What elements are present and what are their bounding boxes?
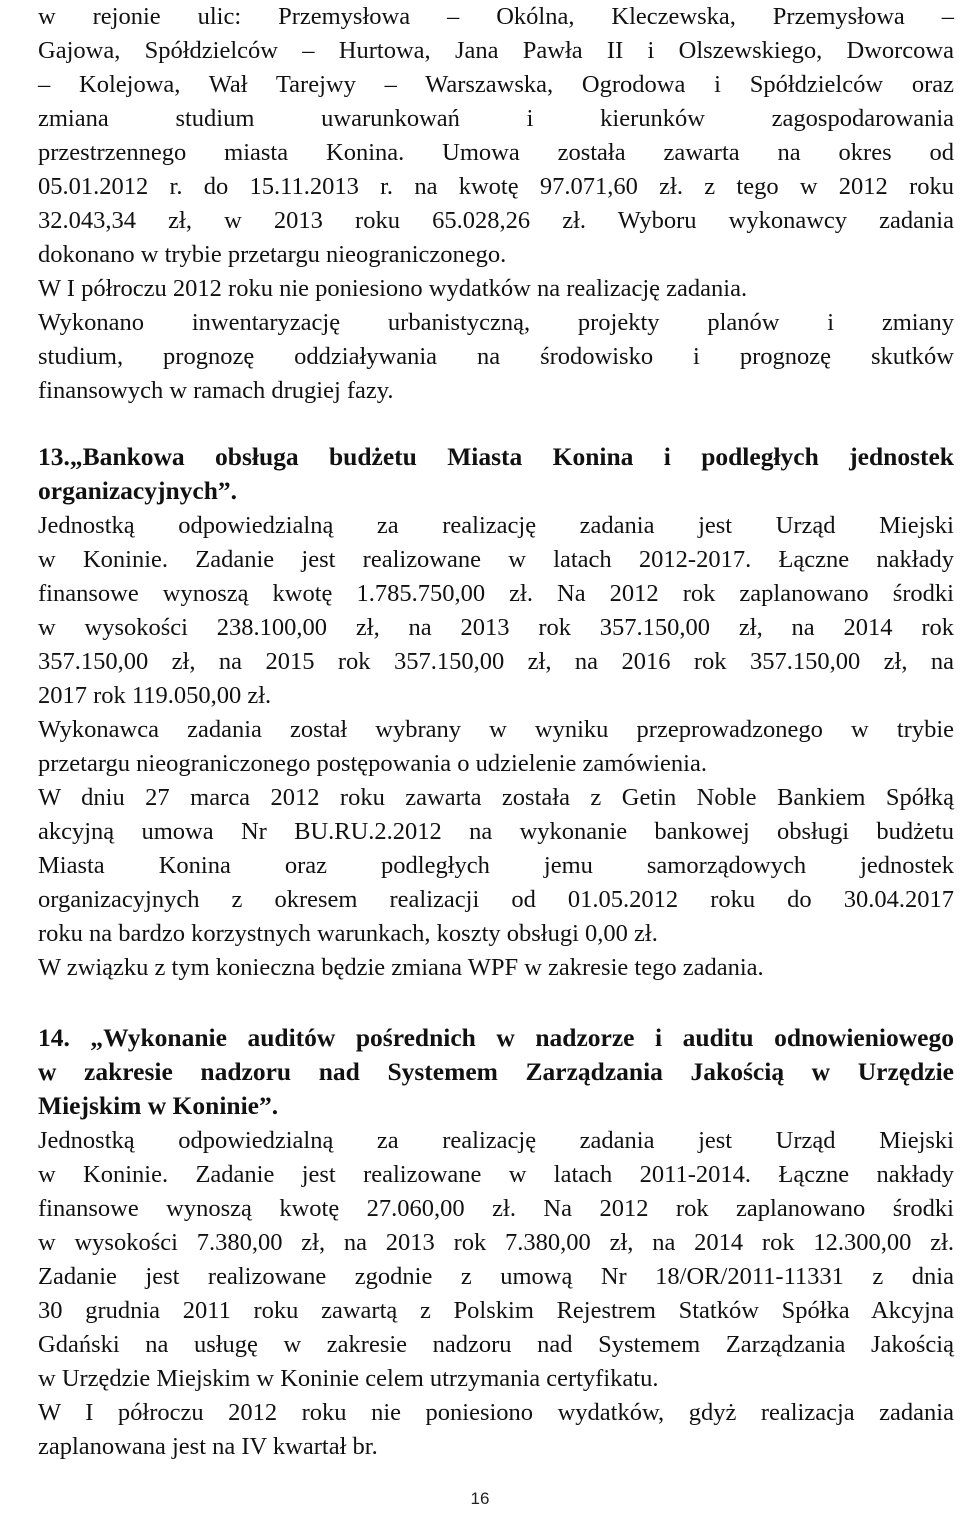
text-line: zmiana studium uwarunkowań i kierunków zagospodarowania [38, 105, 954, 132]
text-line: w rejonie ulic: Przemysłowa – Okólna, Kleczewska, Przemysłowa – [38, 3, 954, 30]
text-line: finansowych w ramach drugiej fazy. [38, 377, 394, 404]
text-line: akcyjną umowa Nr BU.RU.2.2012 na wykonanie bankowej obsługi budżetu [38, 818, 954, 845]
text-line: studium, prognozę oddziaływania na środowisko i prognozę skutków [38, 343, 954, 370]
page-number: 16 [470, 1489, 490, 1508]
text-line: organizacyjnych z okresem realizacji od 01.05.2012 roku do 30.04.2017 [38, 886, 954, 913]
text-line: roku na bardzo korzystnych warunkach, koszty obsługi 0,00 zł. [38, 920, 658, 947]
text-line: Jednostką odpowiedzialną za realizację zadania jest Urząd Miejski [38, 512, 954, 539]
text-line: Jednostką odpowiedzialną za realizację zadania jest Urząd Miejski [38, 1127, 954, 1154]
text-line: 357.150,00 zł, na 2015 rok 357.150,00 zł, na 2016 rok 357.150,00 zł, na [38, 648, 954, 675]
text-line: w wysokości 238.100,00 zł, na 2013 rok 357.150,00 zł, na 2014 rok [38, 614, 954, 641]
section-14-heading [38, 1021, 954, 1123]
text-line: 2017 rok 119.050,00 zł. [38, 682, 272, 709]
text-line: w Urzędzie Miejskim w Koninie celem utrzymania certyfikatu. [38, 1365, 659, 1392]
text-line: finansowe wynoszą kwotę 27.060,00 zł. Na 2012 rok zaplanowano środki [38, 1195, 954, 1222]
text-line: Gajowa, Spółdzielców – Hurtowa, Jana Pawła II i Olszewskiego, Dworcowa [38, 37, 954, 64]
text-line: w wysokości 7.380,00 zł, na 2013 rok 7.380,00 zł, na 2014 rok 12.300,00 zł. [38, 1229, 954, 1256]
heading-line: Miejskim w Koninie”. [38, 1091, 279, 1120]
text-line: zaplanowana jest na IV kwartał br. [38, 1433, 378, 1460]
heading-line: 14. „Wykonanie auditów pośrednich w nadzorze i auditu odnowieniowego [38, 1023, 954, 1052]
text-line: w Koninie. Zadanie jest realizowane w latach 2011-2014. Łączne nakłady [38, 1161, 954, 1188]
text-line: W I półroczu 2012 roku nie poniesiono wydatków na realizację zadania. [38, 275, 748, 302]
text-line: dokonano w trybie przetargu nieograniczonego. [38, 241, 507, 268]
text-line: W dniu 27 marca 2012 roku zawarta została z Getin Noble Bankiem Spółką [38, 784, 954, 811]
text-line: finansowe wynoszą kwotę 1.785.750,00 zł. Na 2012 rok zaplanowano środki [38, 580, 954, 607]
heading-line: organizacyjnych”. [38, 476, 238, 505]
section-13-body [38, 509, 954, 985]
text-line: Gdański na usługę w zakresie nadzoru nad Systemem Zarządzania Jakością [38, 1331, 954, 1358]
section-14-body [38, 1124, 954, 1464]
text-line: 30 grudnia 2011 roku zawartą z Polskim Rejestrem Statków Spółka Akcyjna [38, 1297, 954, 1324]
text-line: w Koninie. Zadanie jest realizowane w latach 2012-2017. Łączne nakłady [38, 546, 954, 573]
text-line: – Kolejowa, Wał Tarejwy – Warszawska, Ogrodowa i Spółdzielców oraz [38, 71, 954, 98]
text-line: 32.043,34 zł, w 2013 roku 65.028,26 zł. Wyboru wykonawcy zadania [38, 207, 954, 234]
section-13-heading [38, 440, 954, 508]
text-line: Zadanie jest realizowane zgodnie z umową Nr 18/OR/2011-11331 z dnia [38, 1263, 954, 1290]
text-line: przetargu nieograniczonego postępowania o udzielenie zamówienia. [38, 750, 707, 777]
heading-line: 13.„Bankowa obsługa budżetu Miasta Konina i podległych jednostek [38, 442, 954, 471]
text-line: Miasta Konina oraz podległych jemu samorządowych jednostek [38, 852, 954, 879]
text-line: Wykonawca zadania został wybrany w wyniku przeprowadzonego w trybie [38, 716, 954, 743]
text-line: Wykonano inwentaryzację urbanistyczną, projekty planów i zmiany [38, 309, 954, 336]
intro-paragraph [38, 0, 954, 408]
text-line: W związku z tym konieczna będzie zmiana WPF w zakresie tego zadania. [38, 954, 764, 981]
text-line: 05.01.2012 r. do 15.11.2013 r. na kwotę 97.071,60 zł. z tego w 2012 roku [38, 173, 954, 200]
heading-line: w zakresie nadzoru nad Systemem Zarządzania Jakością w Urzędzie [38, 1057, 954, 1086]
text-line: W I półroczu 2012 roku nie poniesiono wydatków, gdyż realizacja zadania [38, 1399, 954, 1426]
text-line: przestrzennego miasta Konina. Umowa została zawarta na okres od [38, 139, 954, 166]
